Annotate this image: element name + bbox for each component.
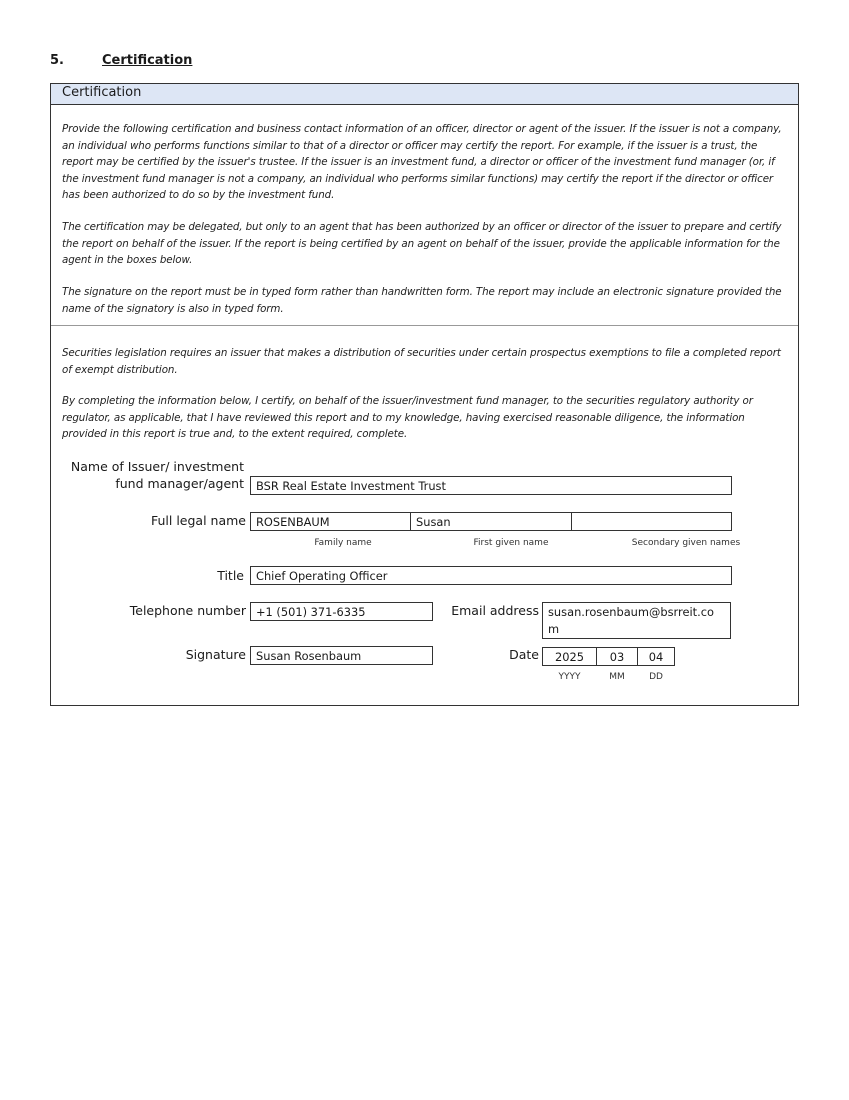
email-label: Email address <box>451 603 539 618</box>
title-label: Title <box>217 568 244 583</box>
issuer-name-label: Name of Issuer/ investment fund manager/agent <box>70 459 244 491</box>
date-year-caption: YYYY <box>558 672 581 682</box>
secondary-given-names-caption: Secondary given names <box>631 538 741 548</box>
secondary-given-names-field[interactable] <box>571 512 732 531</box>
certification-box-header: Certification <box>51 84 798 105</box>
family-name-field[interactable]: ROSENBAUM <box>250 512 411 531</box>
statement-paragraph: Securities legislation requires an issuer that makes a distribution of securities under certain prospectus exemptions to file a completed report of exempt distribution. <box>62 347 781 376</box>
signature-field[interactable]: Susan Rosenbaum <box>250 646 433 665</box>
family-name-caption: Family name <box>314 538 372 548</box>
instruction-paragraph: The signature on the report must be in typed form rather than handwritten form. The report may include an electronic signature provided the name of the signatory is also in typed form. <box>62 286 782 315</box>
section-number: 5. <box>50 53 64 68</box>
title-field[interactable]: Chief Operating Officer <box>250 566 732 585</box>
issuer-name-field[interactable]: BSR Real Estate Investment Trust <box>250 476 732 495</box>
telephone-label: Telephone number <box>129 603 246 618</box>
first-given-name-field[interactable]: Susan <box>410 512 572 531</box>
instructions-panel <box>51 105 798 326</box>
date-day-caption: DD <box>649 672 663 682</box>
date-month-caption: MM <box>609 672 625 682</box>
instruction-paragraph: The certification may be delegated, but only to an agent that has been authorized by an officer or director of the issuer to prepare and certify the report on behalf of the issuer. If the report is being certified by an agent on behalf of the issuer, provide the applicable information for the agent in the boxes below. <box>62 221 782 267</box>
signature-label: Signature <box>185 647 246 662</box>
section-title: Certification <box>102 53 193 68</box>
date-month-field[interactable]: 03 <box>596 647 638 666</box>
telephone-field[interactable]: +1 (501) 371-6335 <box>250 602 433 621</box>
full-legal-name-label: Full legal name <box>150 513 246 528</box>
date-day-field[interactable]: 04 <box>637 647 675 666</box>
date-label: Date <box>509 647 539 662</box>
first-given-name-caption: First given name <box>473 538 549 548</box>
date-year-field[interactable]: 2025 <box>542 647 597 666</box>
certification-box <box>50 83 799 706</box>
certify-statement-paragraph: By completing the information below, I certify, on behalf of the issuer/investment fund manager, to the securities regulatory authority or regulator, as applicable, that I have reviewed this report and to my knowledge, having exercised reasonable diligence, the information provided in this report is true and, to the extent required, complete. <box>62 395 753 441</box>
instruction-paragraph: Provide the following certification and business contact information of an officer, director or agent of the issuer. If the issuer is not a company, an individual who performs functions similar to that of a director or officer may certify the report. For example, if the issuer is a trust, the report may be certified by the issuer's trustee. If the issuer is an investment fund, a director or officer of the investment fund manager (or, if the investment fund manager is not a company, an individual who performs similar functions) may certify the report if the director or officer has been authorized to do so by the investment fund. <box>62 123 782 202</box>
email-field[interactable]: susan.rosenbaum@bsrreit.co m <box>542 602 731 639</box>
